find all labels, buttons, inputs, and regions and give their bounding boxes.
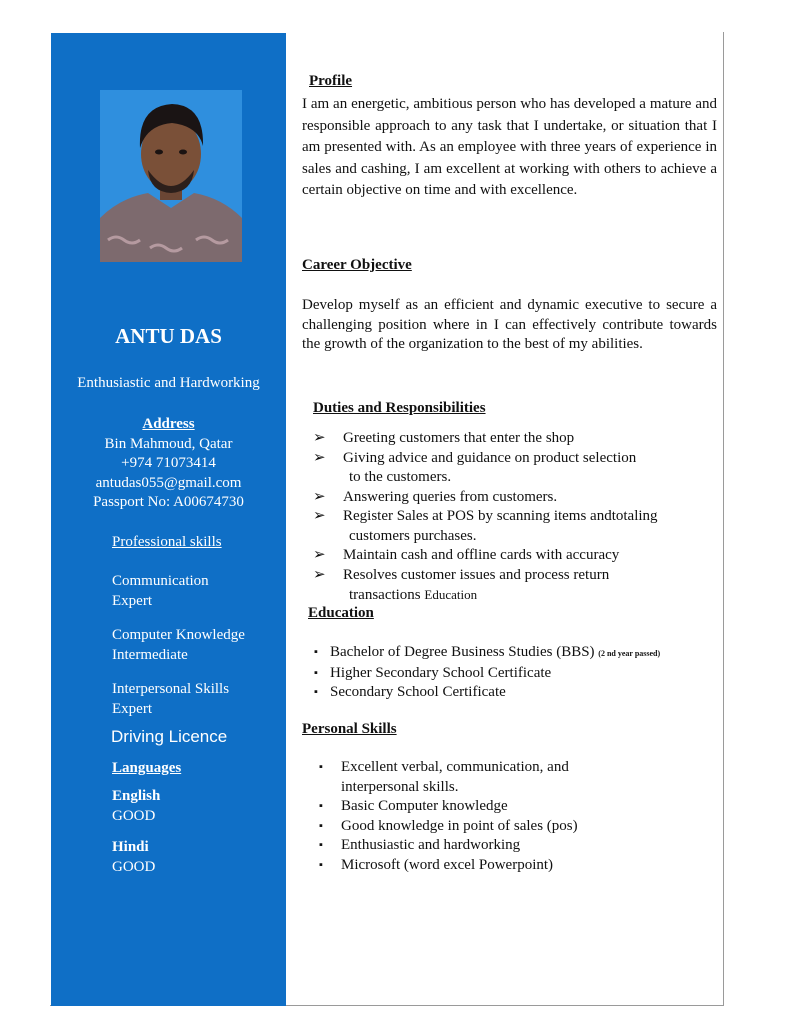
personal-skills-list (319, 758, 718, 875)
address-block (51, 415, 286, 513)
language-name: English (112, 788, 161, 804)
list-item: ➢ Giving advice and guidance on product selection to the customers. (313, 449, 637, 485)
languages-heading: Languages (112, 760, 182, 776)
education-heading: Education (308, 605, 374, 621)
phone-text: +974 71073414 (121, 455, 216, 471)
square-bullet-icon: ▪ (319, 839, 323, 851)
square-bullet-icon: ▪ (319, 858, 323, 871)
square-bullet-icon: ▪ (319, 800, 323, 812)
email-text: antudas055@gmail.com (95, 474, 242, 491)
list-item: ▪ Enthusiastic and hardworking (319, 836, 718, 856)
sidebar (51, 33, 286, 1006)
list-item: ▪ Secondary School Certificate (314, 683, 718, 703)
career-objective-text: Develop myself as an efficient and dynamic executive to secure a challenging position where in I can effectively contribute towards the growth of the organization to the best of my abilities. (302, 297, 717, 352)
arrow-bullet-icon: ➢ (313, 566, 326, 583)
duties-list (313, 429, 718, 606)
driving-licence: Driving Licence (111, 727, 228, 746)
list-item: ▪ Higher Secondary School Certificate (314, 664, 718, 684)
square-bullet-icon: ▪ (319, 819, 323, 832)
list-item: ▪ Bachelor of Degree Business Studies (BBS) (2 nd year passed) (314, 643, 718, 664)
passport-text: Passport No: A00674730 (93, 494, 244, 510)
square-bullet-icon: ▪ (314, 666, 318, 679)
list-item: ▪ Good knowledge in point of sales (pos) (319, 817, 718, 837)
candidate-tagline: Enthusiastic and Hardworking (77, 375, 260, 391)
skill-item (112, 571, 209, 611)
address-heading: Address (142, 416, 195, 432)
address-text: Bin Mahmoud, Qatar (104, 435, 233, 452)
skill-level: Intermediate (112, 647, 188, 663)
candidate-name: ANTU DAS (115, 324, 222, 348)
profile-photo (100, 90, 242, 262)
arrow-bullet-icon: ➢ (313, 547, 326, 563)
skill-item (112, 679, 229, 719)
arrow-bullet-icon: ➢ (313, 508, 326, 524)
language-level: GOOD (112, 859, 156, 875)
skill-name: Communication (112, 573, 209, 589)
language-item (112, 786, 160, 826)
education-list (314, 643, 718, 703)
personal-skills-heading: Personal Skills (302, 721, 397, 737)
list-item: ▪ Microsoft (word excel Powerpoint) (319, 856, 718, 876)
language-name: Hindi (112, 839, 149, 855)
language-level: GOOD (112, 808, 156, 824)
duties-heading: Duties and Responsibilities (313, 400, 486, 416)
professional-skills-heading: Professional skills (112, 534, 222, 550)
arrow-bullet-icon: ➢ (313, 430, 326, 446)
person-avatar-icon (100, 90, 242, 262)
skill-level: Expert (112, 593, 152, 609)
list-item: ➢ Greeting customers that enter the shop (313, 429, 718, 449)
list-item: ▪ Basic Computer knowledge (319, 797, 718, 817)
skill-item (112, 625, 245, 665)
list-item: ▪ Excellent verbal, communication, and interpersonal skills. (319, 759, 569, 795)
education-trailing-word: Education (424, 587, 478, 602)
arrow-bullet-icon: ➢ (313, 449, 326, 466)
arrow-bullet-icon: ➢ (313, 488, 326, 505)
language-item (112, 837, 155, 877)
list-item: ➢ Register Sales at POS by scanning items andtotaling customers purchases. (313, 508, 658, 544)
list-item: ➢ Resolves customer issues and process return transactions Education (313, 566, 610, 603)
profile-text: I am an energetic, ambitious person who has developed a mature and responsible approach to any task that I undertake, or situation that I am presented with. As an employee with three years of experience in sales and cashing, I am excellent at working with others to achieve a certain objective on time and with excellence. (302, 96, 717, 198)
skill-name: Interpersonal Skills (112, 681, 230, 697)
career-objective-heading: Career Objective (302, 257, 412, 273)
list-item: ➢ Answering queries from customers. (313, 488, 718, 508)
skill-name: Computer Knowledge (112, 627, 245, 643)
skill-level: Expert (112, 701, 152, 717)
square-bullet-icon: ▪ (319, 761, 323, 773)
list-item: ➢ Maintain cash and offline cards with accuracy (313, 546, 718, 566)
square-bullet-icon: ▪ (314, 686, 318, 698)
profile-heading: Profile (309, 73, 353, 89)
square-bullet-icon: ▪ (314, 646, 318, 658)
